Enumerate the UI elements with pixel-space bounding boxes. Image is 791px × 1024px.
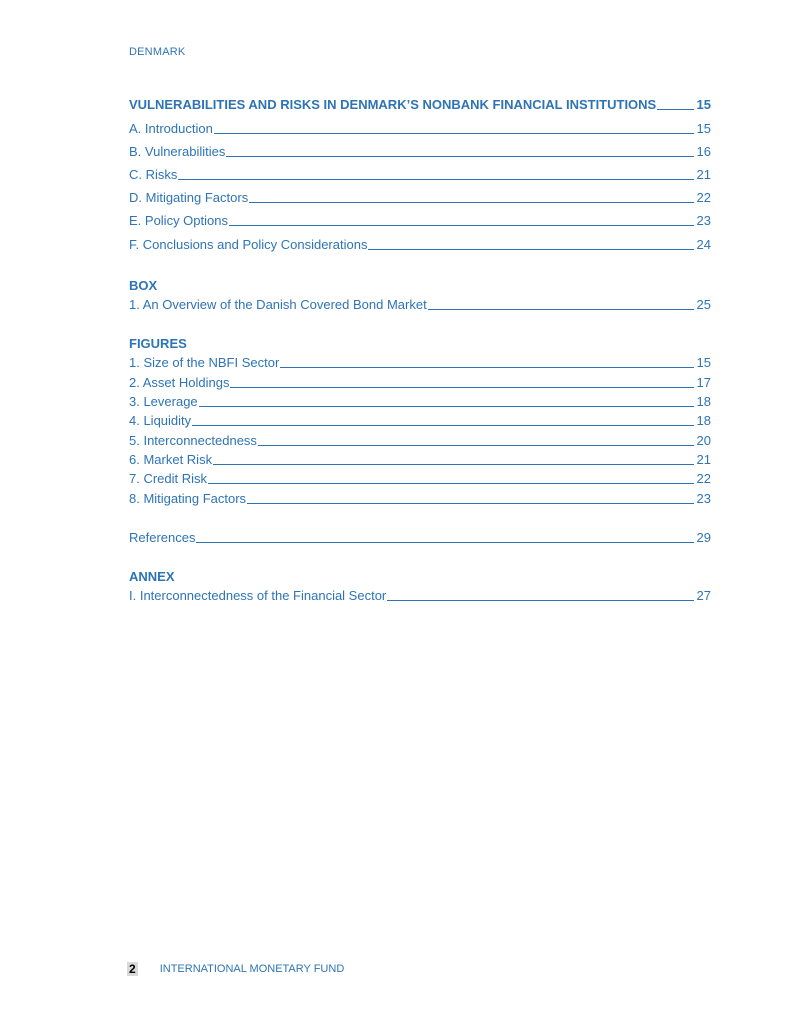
toc-page: 23: [696, 491, 711, 506]
toc-figure-3[interactable]: [129, 413, 711, 429]
toc-label: B. Vulnerabilities: [129, 144, 226, 159]
toc-leader: [428, 309, 694, 310]
toc-leader: [192, 425, 694, 426]
toc-page: 15: [696, 121, 711, 136]
toc-page: 21: [696, 452, 711, 467]
toc-box-0[interactable]: [129, 297, 711, 313]
toc-label: C. Risks: [129, 167, 178, 182]
toc-label: 5. Interconnectedness: [129, 433, 257, 448]
toc-label: References: [129, 530, 196, 545]
toc-label: D. Mitigating Factors: [129, 190, 249, 205]
toc-leader: [196, 542, 694, 543]
toc-leader: [249, 202, 694, 203]
toc-label: 7. Credit Risk: [129, 471, 208, 486]
toc-page: 27: [696, 588, 711, 603]
toc-figure-6[interactable]: [129, 471, 711, 487]
toc-label: 1. An Overview of the Danish Covered Bond Market: [129, 297, 427, 312]
toc-label: 2. Asset Holdings: [129, 375, 230, 390]
footer-page-number: 2: [129, 962, 136, 976]
toc-figure-7[interactable]: [129, 491, 711, 507]
toc-leader: [258, 445, 694, 446]
toc-label: 6. Market Risk: [129, 452, 213, 467]
toc-page: 18: [696, 413, 711, 428]
toc-section-3[interactable]: [129, 190, 711, 206]
toc-leader: [214, 133, 694, 134]
toc-section-2[interactable]: [129, 167, 711, 183]
toc-leader: [280, 367, 694, 368]
toc-leader: [226, 156, 694, 157]
toc-page: 15: [696, 355, 711, 370]
toc-page: 18: [696, 394, 711, 409]
page-footer: [127, 962, 344, 976]
toc-page: 21: [696, 167, 711, 182]
toc-main-entry[interactable]: [129, 97, 711, 113]
toc-label: 1. Size of the NBFI Sector: [129, 355, 280, 370]
box-heading: BOX: [129, 278, 158, 293]
toc-leader: [230, 387, 694, 388]
annex-heading: ANNEX: [129, 569, 175, 584]
toc-page: 25: [696, 297, 711, 312]
toc-main-label: VULNERABILITIES AND RISKS IN DENMARK’S NONBANK FINANCIAL INSTITUTIONS: [129, 97, 657, 112]
toc-main-page: 15: [696, 97, 711, 112]
toc-label: A. Introduction: [129, 121, 213, 136]
toc-leader: [199, 406, 694, 407]
toc-label: I. Interconnectedness of the Financial Sector: [129, 588, 387, 603]
toc-annex-0[interactable]: [129, 588, 711, 604]
toc-page: 17: [696, 375, 711, 390]
toc-page: 24: [696, 237, 711, 252]
footer-organization: INTERNATIONAL MONETARY FUND: [159, 963, 345, 975]
toc-label: F. Conclusions and Policy Considerations: [129, 237, 368, 252]
toc-references[interactable]: [129, 530, 711, 546]
toc-page: 23: [696, 213, 711, 228]
running-header: DENMARK: [129, 46, 186, 58]
toc-section-5[interactable]: [129, 237, 711, 253]
toc-leader: [657, 109, 694, 110]
toc-label: 8. Mitigating Factors: [129, 491, 247, 506]
toc-figure-1[interactable]: [129, 375, 711, 391]
toc-leader: [208, 483, 694, 484]
figures-heading: FIGURES: [129, 336, 187, 351]
toc-page: 20: [696, 433, 711, 448]
toc-figure-0[interactable]: [129, 355, 711, 371]
toc-page: 29: [696, 530, 711, 545]
toc-leader: [387, 600, 694, 601]
toc-leader: [178, 179, 694, 180]
toc-figure-5[interactable]: [129, 452, 711, 468]
toc-leader: [368, 249, 694, 250]
toc-page: 22: [696, 471, 711, 486]
toc-leader: [213, 464, 694, 465]
toc-label: E. Policy Options: [129, 213, 228, 228]
toc-section-4[interactable]: [129, 213, 711, 229]
toc-figure-4[interactable]: [129, 433, 711, 449]
toc-section-0[interactable]: [129, 121, 711, 137]
toc-page: 16: [696, 144, 711, 159]
toc-page: 22: [696, 190, 711, 205]
toc-section-1[interactable]: [129, 144, 711, 160]
toc-leader: [229, 225, 694, 226]
toc-label: 3. Leverage: [129, 394, 198, 409]
toc-leader: [247, 503, 694, 504]
toc-figure-2[interactable]: [129, 394, 711, 410]
toc-label: 4. Liquidity: [129, 413, 192, 428]
